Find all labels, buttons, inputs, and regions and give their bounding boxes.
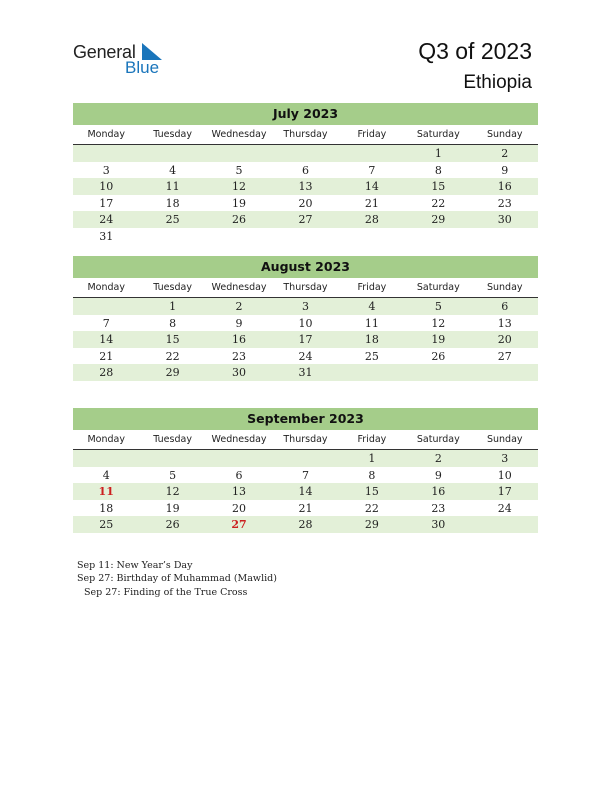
day-cell: 7 bbox=[301, 468, 309, 482]
day-cell: 11 bbox=[165, 180, 180, 193]
week-row bbox=[73, 483, 538, 500]
day-cell: 16 bbox=[232, 333, 247, 346]
day-cell: 2 bbox=[434, 452, 442, 465]
day-cell: 23 bbox=[497, 196, 512, 210]
weekday-header-row bbox=[73, 278, 538, 298]
day-cell: 15 bbox=[165, 333, 180, 346]
weekday-label: Friday bbox=[357, 129, 387, 140]
day-cell: 11 bbox=[98, 485, 114, 498]
week-row bbox=[73, 145, 538, 162]
week-row bbox=[73, 178, 538, 195]
day-cell: 20 bbox=[232, 501, 247, 515]
day-cell: 14 bbox=[364, 180, 379, 193]
weekday-label: Saturday bbox=[416, 129, 460, 140]
day-cell: 6 bbox=[501, 300, 509, 313]
day-cell: 4 bbox=[102, 468, 110, 482]
empty-day-cell bbox=[272, 450, 338, 467]
day-cell: 20 bbox=[298, 196, 313, 210]
empty-day-cell bbox=[472, 516, 538, 533]
day-cell: 21 bbox=[298, 501, 313, 515]
day-cell: 25 bbox=[165, 213, 180, 226]
day-cell: 12 bbox=[232, 180, 247, 193]
week-row bbox=[73, 450, 538, 467]
empty-day-cell bbox=[73, 450, 139, 467]
day-cell: 7 bbox=[368, 163, 376, 177]
week-row bbox=[73, 331, 538, 348]
day-cell: 19 bbox=[431, 333, 446, 346]
weekday-label: Tuesday bbox=[153, 129, 192, 140]
day-cell: 5 bbox=[169, 468, 177, 482]
day-cell: 29 bbox=[431, 213, 446, 226]
weekday-label: Tuesday bbox=[153, 282, 192, 293]
day-cell: 12 bbox=[165, 485, 180, 498]
day-cell: 15 bbox=[431, 180, 446, 193]
day-cell: 26 bbox=[431, 349, 446, 363]
day-cell: 10 bbox=[497, 468, 512, 482]
day-cell: 6 bbox=[301, 163, 309, 177]
weekday-label: Thursday bbox=[283, 282, 328, 293]
weekday-label: Sunday bbox=[486, 129, 523, 140]
day-cell: 18 bbox=[165, 196, 180, 210]
weekday-label: Thursday bbox=[283, 434, 328, 445]
week-row bbox=[73, 228, 538, 245]
day-cell: 24 bbox=[497, 501, 512, 515]
day-cell: 17 bbox=[497, 485, 512, 498]
day-cell: 17 bbox=[298, 333, 313, 346]
day-cell: 25 bbox=[364, 349, 379, 363]
day-cell: 25 bbox=[99, 518, 114, 531]
empty-day-cell bbox=[405, 228, 471, 245]
day-cell: 11 bbox=[364, 316, 379, 330]
day-cell: 18 bbox=[364, 333, 379, 346]
empty-day-cell bbox=[272, 228, 338, 245]
day-cell: 22 bbox=[431, 196, 446, 210]
week-row bbox=[73, 348, 538, 365]
empty-day-cell bbox=[472, 228, 538, 245]
day-cell: 6 bbox=[235, 468, 243, 482]
empty-day-cell bbox=[73, 298, 139, 315]
day-cell: 9 bbox=[501, 163, 509, 177]
day-cell: 31 bbox=[298, 366, 313, 379]
day-cell: 31 bbox=[99, 229, 114, 243]
day-cell: 1 bbox=[169, 300, 177, 313]
empty-day-cell bbox=[272, 145, 338, 162]
weekday-label: Wednesday bbox=[211, 434, 267, 445]
day-cell: 26 bbox=[165, 518, 180, 531]
day-cell: 23 bbox=[232, 349, 247, 363]
day-cell: 24 bbox=[298, 349, 313, 363]
day-cell: 10 bbox=[298, 316, 313, 330]
weekday-label: Monday bbox=[87, 129, 125, 140]
weekday-header-row bbox=[73, 125, 538, 145]
day-cell: 14 bbox=[99, 333, 114, 346]
holiday-note: Sep 11: New Year’s Day bbox=[77, 560, 193, 571]
month-title: August 2023 bbox=[73, 256, 538, 278]
day-cell: 10 bbox=[99, 180, 114, 193]
day-cell: 28 bbox=[364, 213, 379, 226]
holiday-note: Sep 27: Birthday of Muhammad (Mawlid) bbox=[77, 573, 277, 585]
day-cell: 3 bbox=[301, 300, 309, 313]
empty-day-cell bbox=[139, 228, 205, 245]
weekday-label: Friday bbox=[357, 282, 387, 293]
day-cell: 3 bbox=[501, 452, 509, 465]
logo-text-general: General bbox=[73, 42, 136, 62]
day-cell: 13 bbox=[232, 485, 247, 498]
day-cell: 8 bbox=[434, 163, 442, 177]
day-cell: 15 bbox=[364, 485, 379, 498]
weekday-label: Monday bbox=[87, 434, 125, 445]
day-cell: 12 bbox=[431, 316, 446, 330]
day-cell: 30 bbox=[497, 213, 512, 226]
weekday-label: Friday bbox=[357, 434, 387, 445]
day-cell: 20 bbox=[497, 333, 512, 346]
day-cell: 21 bbox=[99, 349, 114, 363]
day-cell: 14 bbox=[298, 485, 313, 498]
empty-day-cell bbox=[139, 145, 205, 162]
day-cell: 7 bbox=[102, 316, 110, 330]
day-cell: 26 bbox=[232, 213, 247, 226]
country-name: Ethiopia bbox=[463, 72, 532, 93]
day-cell: 30 bbox=[232, 366, 247, 379]
day-cell: 2 bbox=[235, 300, 243, 313]
day-cell: 5 bbox=[235, 163, 243, 177]
week-row bbox=[73, 467, 538, 484]
day-cell: 4 bbox=[368, 300, 376, 313]
empty-day-cell bbox=[405, 364, 471, 381]
empty-day-cell bbox=[139, 450, 205, 467]
weekday-label: Saturday bbox=[416, 434, 460, 445]
day-cell: 24 bbox=[99, 213, 114, 226]
empty-day-cell bbox=[73, 145, 139, 162]
weekday-label: Tuesday bbox=[153, 434, 192, 445]
day-cell: 13 bbox=[298, 180, 313, 193]
day-cell: 9 bbox=[434, 468, 442, 482]
day-cell: 28 bbox=[99, 366, 114, 379]
weekday-label: Wednesday bbox=[211, 129, 267, 140]
day-cell: 8 bbox=[368, 468, 376, 482]
month-calendar-september bbox=[73, 408, 538, 533]
week-row bbox=[73, 211, 538, 228]
day-cell: 17 bbox=[99, 196, 114, 210]
day-cell: 13 bbox=[497, 316, 512, 330]
day-cell: 30 bbox=[431, 518, 446, 531]
empty-day-cell bbox=[339, 364, 405, 381]
weekday-label: Saturday bbox=[416, 282, 460, 293]
day-cell: 1 bbox=[368, 452, 376, 465]
weekday-label: Sunday bbox=[486, 282, 523, 293]
empty-day-cell bbox=[339, 228, 405, 245]
empty-day-cell bbox=[206, 450, 272, 467]
day-cell: 9 bbox=[235, 316, 243, 330]
day-cell: 22 bbox=[165, 349, 180, 363]
day-cell: 8 bbox=[169, 316, 177, 330]
week-row bbox=[73, 364, 538, 381]
weekday-label: Wednesday bbox=[211, 282, 267, 293]
day-cell: 16 bbox=[431, 485, 446, 498]
holiday-note: Sep 27: Finding of the True Cross bbox=[84, 586, 248, 598]
holiday-notes bbox=[77, 559, 277, 599]
month-title: September 2023 bbox=[73, 408, 538, 430]
day-cell: 29 bbox=[165, 366, 180, 379]
day-cell: 1 bbox=[434, 147, 442, 160]
week-row bbox=[73, 162, 538, 179]
day-cell: 3 bbox=[102, 163, 110, 177]
day-cell: 19 bbox=[165, 501, 180, 515]
week-row bbox=[73, 500, 538, 517]
day-cell: 5 bbox=[434, 300, 442, 313]
day-cell: 29 bbox=[364, 518, 379, 531]
day-cell: 19 bbox=[232, 196, 247, 210]
weekday-label: Sunday bbox=[486, 434, 523, 445]
empty-day-cell bbox=[206, 228, 272, 245]
empty-day-cell bbox=[339, 145, 405, 162]
empty-day-cell bbox=[206, 145, 272, 162]
week-row bbox=[73, 315, 538, 332]
month-title: July 2023 bbox=[73, 103, 538, 125]
day-cell: 21 bbox=[364, 196, 379, 210]
month-calendar-august bbox=[73, 256, 538, 381]
week-row bbox=[73, 195, 538, 212]
day-cell: 22 bbox=[364, 501, 379, 515]
weekday-label: Monday bbox=[87, 282, 125, 293]
day-cell: 27 bbox=[298, 213, 313, 226]
week-row bbox=[73, 516, 538, 533]
day-cell: 23 bbox=[431, 501, 446, 515]
empty-day-cell bbox=[472, 364, 538, 381]
generalblue-logo bbox=[73, 40, 183, 80]
day-cell: 4 bbox=[169, 163, 177, 177]
month-calendar-july bbox=[73, 103, 538, 244]
week-row bbox=[73, 298, 538, 315]
page-title: Q3 of 2023 bbox=[418, 38, 532, 64]
day-cell: 2 bbox=[501, 147, 509, 160]
day-cell: 18 bbox=[99, 501, 114, 515]
day-cell: 16 bbox=[497, 180, 512, 193]
day-cell: 27 bbox=[231, 518, 247, 531]
logo-text-blue: Blue bbox=[125, 58, 160, 77]
weekday-header-row bbox=[73, 430, 538, 450]
day-cell: 27 bbox=[497, 349, 512, 363]
day-cell: 28 bbox=[298, 518, 313, 531]
weekday-label: Thursday bbox=[283, 129, 328, 140]
